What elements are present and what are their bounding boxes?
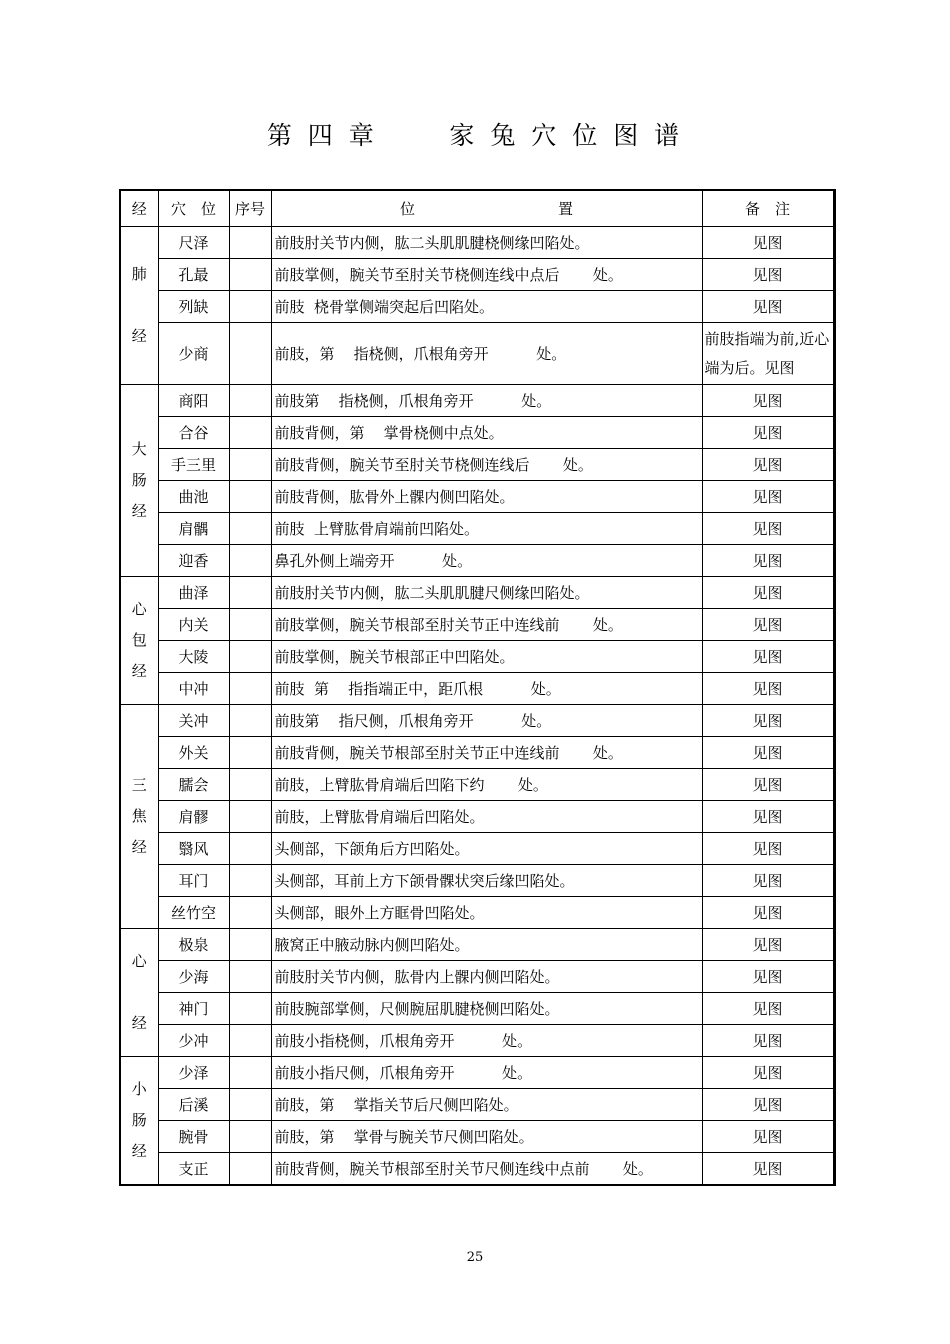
location-text: 前肢腕部掌侧，尺侧腕屈肌腱桡侧凹陷处。 [271,993,702,1025]
location-text: 前肢掌侧，腕关节至肘关节桡侧连线中点后 处。 [271,259,702,291]
index-cell [229,1057,271,1089]
point-name: 神门 [158,993,229,1025]
table-row [120,513,834,545]
location-text: 前肢 桡骨掌侧端突起后凹陷处。 [271,291,702,323]
table-row [120,801,834,833]
index-cell [229,385,271,417]
location-text: 前肢肘关节内侧，肱骨内上髁内侧凹陷处。 [271,961,702,993]
table-row [120,1121,834,1153]
point-name: 后溪 [158,1089,229,1121]
point-name: 商阳 [158,385,229,417]
table-row [120,1025,834,1057]
table-row [120,1089,834,1121]
table-header-row [120,190,834,227]
index-cell [229,673,271,705]
table-row [120,227,834,259]
table-row [120,481,834,513]
note-text: 见图 [702,417,834,449]
index-cell [229,417,271,449]
location-text: 前肢小指尺侧，爪根角旁开 处。 [271,1057,702,1089]
note-text: 见图 [702,291,834,323]
point-name: 腕骨 [158,1121,229,1153]
meridian-name: 心 经 [131,952,147,1032]
index-cell [229,865,271,897]
location-text: 前肢背侧，肱骨外上髁内侧凹陷处。 [271,481,702,513]
note-text: 见图 [702,385,834,417]
meridian-name: 肺 经 [131,265,147,345]
point-name: 中冲 [158,673,229,705]
index-cell [229,833,271,865]
index-cell [229,513,271,545]
point-name: 耳门 [158,865,229,897]
note-text: 见图 [702,513,834,545]
point-name: 合谷 [158,417,229,449]
point-name: 手三里 [158,449,229,481]
point-name: 极泉 [158,929,229,961]
index-cell [229,929,271,961]
index-cell [229,641,271,673]
index-cell [229,259,271,291]
table-row [120,833,834,865]
note-text: 见图 [702,481,834,513]
index-cell [229,737,271,769]
note-text: 见图 [702,769,834,801]
meridian-cell [120,929,158,1057]
meridian-cell [120,385,158,577]
point-name: 少泽 [158,1057,229,1089]
table-row [120,673,834,705]
location-text: 前肢掌侧，腕关节根部正中凹陷处。 [271,641,702,673]
note-text: 见图 [702,961,834,993]
table-row [120,385,834,417]
table-row [120,449,834,481]
point-name: 少海 [158,961,229,993]
index-cell [229,449,271,481]
point-name: 列缺 [158,291,229,323]
note-text: 见图 [702,227,834,259]
index-cell [229,291,271,323]
point-name: 曲池 [158,481,229,513]
table-row [120,929,834,961]
location-text: 前肢背侧，腕关节根部至肘关节正中连线前 处。 [271,737,702,769]
note-text: 见图 [702,1153,834,1186]
acupoint-table [119,189,836,1186]
table-row [120,897,834,929]
index-cell [229,705,271,737]
note-text: 见图 [702,545,834,577]
note-text: 见图 [702,1057,834,1089]
table-row [120,993,834,1025]
note-text: 见图 [702,897,834,929]
location-text: 前肢背侧，腕关节至肘关节桡侧连线后 处。 [271,449,702,481]
location-text: 前肢，第 掌指关节后尺侧凹陷处。 [271,1089,702,1121]
table-row [120,323,834,385]
point-name: 少冲 [158,1025,229,1057]
note-text: 见图 [702,449,834,481]
point-name: 关冲 [158,705,229,737]
point-name: 翳风 [158,833,229,865]
point-name: 肩髎 [158,801,229,833]
index-cell [229,1153,271,1186]
index-cell [229,323,271,385]
point-name: 大陵 [158,641,229,673]
point-name: 内关 [158,609,229,641]
point-name: 臑会 [158,769,229,801]
note-text: 见图 [702,705,834,737]
index-cell [229,227,271,259]
table-row [120,609,834,641]
meridian-name: 三 焦 经 [131,776,147,856]
location-text: 前肢背侧，第 掌骨桡侧中点处。 [271,417,702,449]
location-text: 前肢，上臂肱骨肩端后凹陷下约 处。 [271,769,702,801]
table-row [120,1153,834,1186]
location-text: 前肢肘关节内侧，肱二头肌肌腱尺侧缘凹陷处。 [271,577,702,609]
table-row [120,865,834,897]
point-name: 外关 [158,737,229,769]
table-row [120,769,834,801]
index-cell [229,769,271,801]
page-number: 25 [466,1250,484,1265]
point-name: 支正 [158,1153,229,1186]
table-row [120,737,834,769]
note-text: 见图 [702,673,834,705]
point-name: 曲泽 [158,577,229,609]
table-row [120,291,834,323]
meridian-name: 大 肠 经 [131,440,147,520]
index-cell [229,577,271,609]
location-text: 前肢 上臂肱骨肩端前凹陷处。 [271,513,702,545]
location-text: 前肢背侧，腕关节根部至肘关节尺侧连线中点前 处。 [271,1153,702,1186]
index-cell [229,545,271,577]
meridian-cell [120,705,158,929]
table-row [120,417,834,449]
note-text: 见图 [702,1025,834,1057]
note-text: 见图 [702,833,834,865]
location-text: 前肢，上臂肱骨肩端后凹陷处。 [271,801,702,833]
table-row [120,545,834,577]
location-text: 前肢小指桡侧，爪根角旁开 处。 [271,1025,702,1057]
location-text: 头侧部，下颌角后方凹陷处。 [271,833,702,865]
meridian-name: 小 肠 经 [131,1080,147,1160]
index-cell [229,609,271,641]
index-cell [229,1025,271,1057]
point-name: 迎香 [158,545,229,577]
header-note: 备 注 [702,190,834,227]
note-text: 见图 [702,577,834,609]
note-text: 见图 [702,929,834,961]
table-row [120,961,834,993]
header-point: 穴 位 [158,190,229,227]
table-row [120,577,834,609]
location-text: 前肢，第 指桡侧，爪根角旁开 处。 [271,323,702,385]
location-text: 前肢掌侧，腕关节根部至肘关节正中连线前 处。 [271,609,702,641]
chapter-title: 第 四 章 家 兔 穴 位 图 谱 [266,121,684,150]
note-text: 见图 [702,1089,834,1121]
index-cell [229,961,271,993]
location-text: 前肢肘关节内侧，肱二头肌肌腱桡侧缘凹陷处。 [271,227,702,259]
location-text: 腋窝正中腋动脉内侧凹陷处。 [271,929,702,961]
location-text: 前肢 第 指指端正中，距爪根 处。 [271,673,702,705]
table-body [120,227,834,1186]
note-text: 见图 [702,641,834,673]
meridian-cell [120,1057,158,1186]
point-name: 丝竹空 [158,897,229,929]
meridian-cell [120,577,158,705]
header-index: 序号 [229,190,271,227]
note-text: 见图 [702,801,834,833]
index-cell [229,1089,271,1121]
index-cell [229,897,271,929]
table-row [120,705,834,737]
meridian-cell [120,227,158,385]
location-text: 头侧部，耳前上方下颌骨髁状突后缘凹陷处。 [271,865,702,897]
table-row [120,641,834,673]
index-cell [229,801,271,833]
point-name: 尺泽 [158,227,229,259]
point-name: 孔最 [158,259,229,291]
index-cell [229,481,271,513]
meridian-name: 心 包 经 [131,600,147,680]
table-row [120,259,834,291]
header-location: 位 置 [271,190,702,227]
note-text: 见图 [702,993,834,1025]
location-text: 头侧部，眼外上方眶骨凹陷处。 [271,897,702,929]
location-text: 前肢第 指尺侧，爪根角旁开 处。 [271,705,702,737]
location-text: 前肢，第 掌骨与腕关节尺侧凹陷处。 [271,1121,702,1153]
header-meridian: 经 [120,190,158,227]
note-text: 前肢指端为前,近心端为后。见图 [702,323,834,385]
location-text: 鼻孔外侧上端旁开 处。 [271,545,702,577]
location-text: 前肢第 指桡侧，爪根角旁开 处。 [271,385,702,417]
note-text: 见图 [702,1121,834,1153]
point-name: 少商 [158,323,229,385]
table-row [120,1057,834,1089]
note-text: 见图 [702,865,834,897]
point-name: 肩髃 [158,513,229,545]
note-text: 见图 [702,259,834,291]
note-text: 见图 [702,609,834,641]
index-cell [229,1121,271,1153]
note-text: 见图 [702,737,834,769]
index-cell [229,993,271,1025]
